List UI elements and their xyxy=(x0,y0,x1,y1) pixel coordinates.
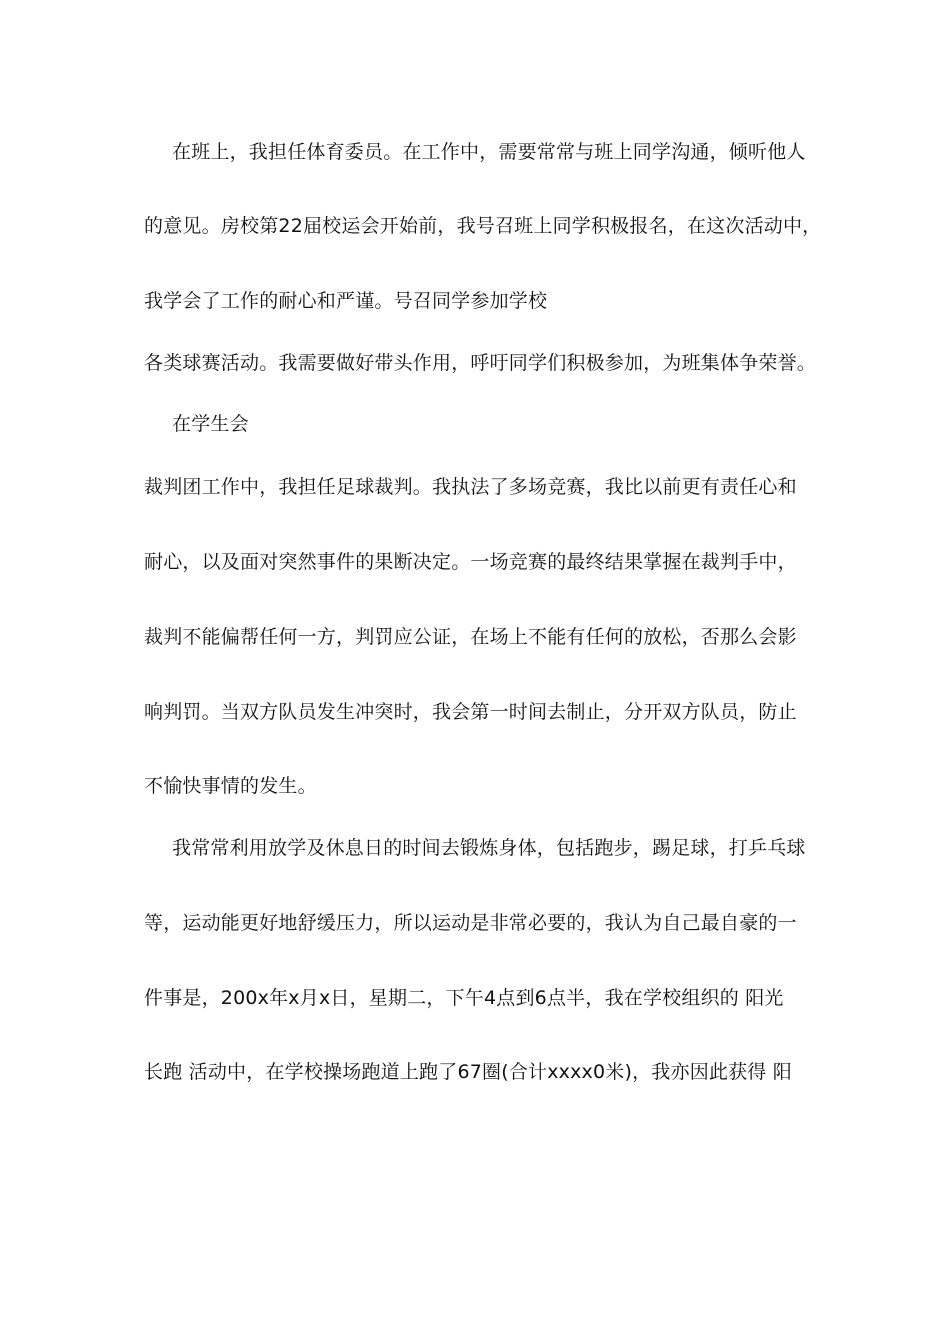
paragraph-line: 长跑 活动中，在学校操场跑道上跑了67圈(合计xxxx0米)，我亦因此获得 阳 xyxy=(144,1061,792,1083)
paragraph-line: 的意见。房校第22届校运会开始前，我号召班上同学积极报名，在这次活动中， xyxy=(144,215,822,237)
paragraph-line: 裁判不能偏帮任何一方，判罚应公证，在场上不能有任何的放松，否那么会影 xyxy=(144,626,797,648)
paragraph-line: 在班上，我担任体育委员。在工作中，需要常常与班上同学沟通，倾听他人 xyxy=(172,141,806,163)
paragraph-line: 响判罚。当双方队员发生冲突时，我会第一时间去制止，分开双方队员，防止 xyxy=(144,701,797,723)
paragraph-line: 件事是，200x年x月x日，星期二，下午4点到6点半，我在学校组织的 阳光 xyxy=(144,987,784,1009)
paragraph-line: 裁判团工作中，我担任足球裁判。我执法了多场竞赛，我比以前更有责任心和 xyxy=(144,476,797,498)
paragraph-line: 各类球赛活动。我需要做好带头作用，呼吁同学们积极参加，为班集体争荣誉。 xyxy=(144,352,817,374)
paragraph-line: 耐心，以及面对突然事件的果断决定。一场竞赛的最终结果掌握在裁判手中， xyxy=(144,551,797,573)
paragraph-line: 不愉快事情的发生。 xyxy=(144,775,317,797)
paragraph-line: 我常常利用放学及休息日的时间去锻炼身体，包括跑步，踢足球，打乒乓球 xyxy=(172,837,806,859)
paragraph-line: 我学会了工作的耐心和严谨。号召同学参加学校 xyxy=(144,290,548,312)
paragraph-line: 等，运动能更好地舒缓压力，所以运动是非常必要的，我认为自己最自豪的一 xyxy=(144,912,797,934)
paragraph-line: 在学生会 xyxy=(172,413,249,435)
